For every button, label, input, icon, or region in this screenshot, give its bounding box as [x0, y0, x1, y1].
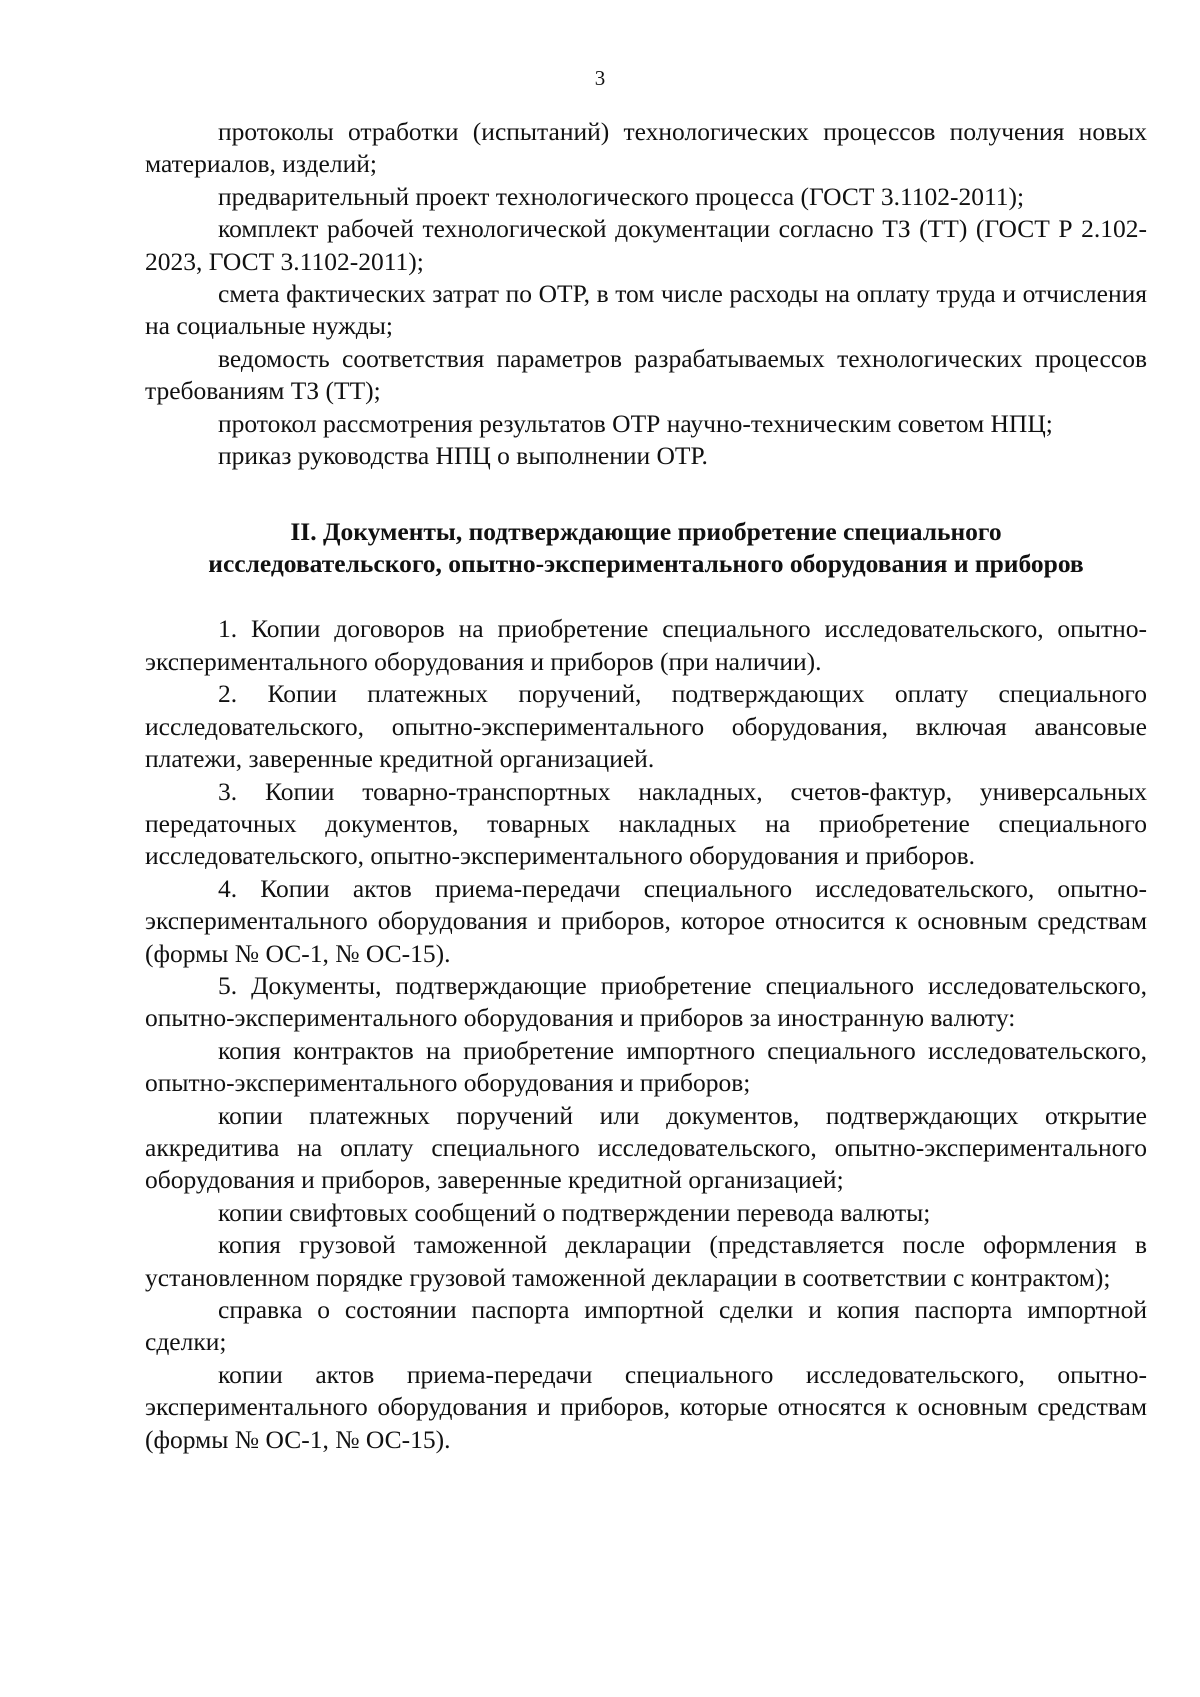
section-heading-line-1: II. Документы, подтверждающие приобретение специального — [290, 517, 1002, 547]
sub-item: копия грузовой таможенной декларации (представляется после оформления в установленном порядке грузовой таможенной декларации в соответствии с контрактом); — [145, 1230, 1147, 1292]
page-number: 3 — [594, 66, 606, 90]
list-item: предварительный проект технологического процесса (ГОСТ 3.1102-2011); — [218, 181, 1025, 211]
list-item: комплект рабочей технологической документации согласно ТЗ (ТТ) (ГОСТ Р 2.102-2023, ГОСТ 3.1102-2011); — [145, 214, 1147, 276]
sub-item: справка о состоянии паспорта импортной сделки и копия паспорта импортной сделки; — [145, 1295, 1147, 1357]
sub-item: копии актов приема-передачи специального исследовательского, опытно-экспериментального оборудования и приборов, которые относятся к основным средствам (формы № ОС-1, № ОС-15). — [145, 1359, 1147, 1454]
sub-item: копия контрактов на приобретение импортного специального исследовательского, опытно-экспериментального оборудования и приборов; — [145, 1035, 1147, 1098]
numbered-item-2: 2. Копии платежных поручений, подтверждающих оплату специального исследовательского, опытно-экспериментального оборудования, включая авансовые платежи, заверенные кредитной организацией. — [145, 679, 1147, 774]
sub-item: копии платежных поручений или документов, подтверждающих открытие аккредитива на оплату специального исследовательского, опытно-экспериментального оборудования и приборов, заверенные кредитной организацией; — [145, 1100, 1147, 1195]
numbered-item-3: 3. Копии товарно-транспортных накладных, счетов-фактур, универсальных передаточных документов, товарных накладных на приобретение специального исследовательского, опытно-экспериментального оборудования и приборов. — [145, 776, 1147, 871]
document-body — [145, 116, 1147, 1456]
list-item: смета фактических затрат по ОТР, в том числе расходы на оплату труда и отчисления на социальные нужды; — [145, 279, 1147, 341]
list-item: приказ руководства НПЦ о выполнении ОТР. — [218, 441, 708, 471]
sub-item: копии свифтовых сообщений о подтверждении перевода валюты; — [218, 1197, 931, 1227]
numbered-item-1: 1. Копии договоров на приобретение специального исследовательского, опытно-экспериментального оборудования и приборов (при наличии). — [145, 614, 1147, 676]
list-item: протокол рассмотрения результатов ОТР научно-техническим советом НПЦ; — [218, 408, 1053, 438]
section-heading-line-2: исследовательского, опытно-экспериментального оборудования и приборов — [208, 549, 1084, 579]
numbered-item-5: 5. Документы, подтверждающие приобретение специального исследовательского, опытно-экспериментального оборудования и приборов за иностранную валюту: — [145, 970, 1147, 1033]
section-heading — [145, 516, 1147, 580]
numbered-item-4: 4. Копии актов приема-передачи специального исследовательского, опытно-экспериментального оборудования и приборов, которое относится к основным средствам (формы № ОС-1, № ОС-15). — [145, 873, 1147, 968]
list-item: ведомость соответствия параметров разрабатываемых технологических процессов требованиям ТЗ (ТТ); — [145, 343, 1147, 406]
list-item: протоколы отработки (испытаний) технологических процессов получения новых материалов, изделий; — [145, 117, 1147, 179]
